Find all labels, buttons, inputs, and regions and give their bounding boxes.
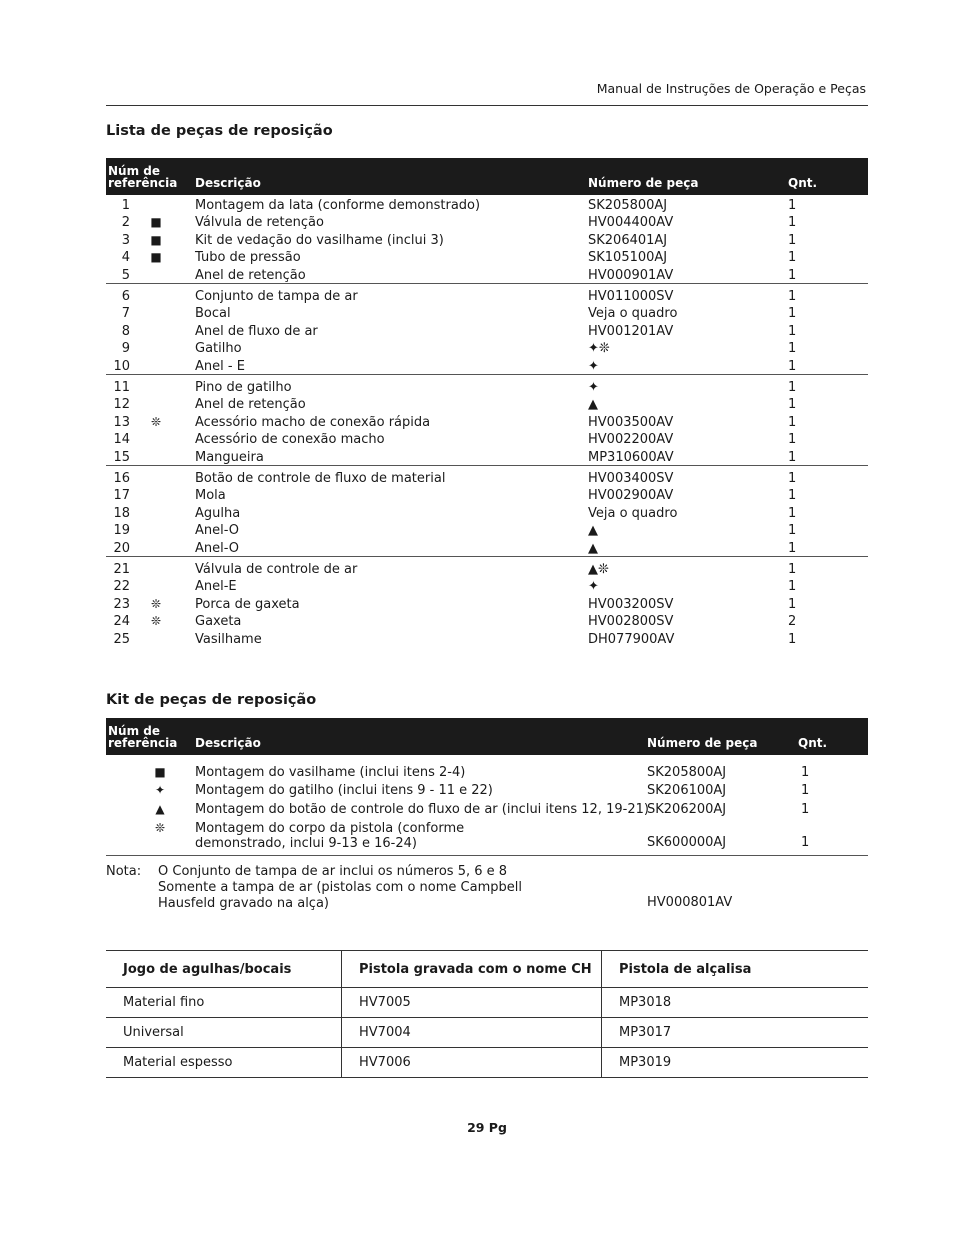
part-number: ✦	[588, 358, 599, 374]
description-header: Descrição	[195, 176, 261, 190]
kit-ref-header-line1: Núm de	[108, 724, 160, 738]
part-qty: 1	[788, 250, 797, 266]
part-qty: 1	[788, 414, 797, 430]
part-description: Tubo de pressão	[195, 250, 301, 266]
ref-number: 4	[121, 250, 130, 266]
ref-number: 21	[113, 562, 130, 577]
part-description: Gaxeta	[195, 614, 242, 630]
parts-row	[106, 470, 868, 487]
parts-row	[106, 249, 868, 266]
ref-number: 11	[113, 380, 130, 395]
needle-table-cell: MP3017	[602, 1018, 869, 1048]
part-number: SK105100AJ	[588, 250, 668, 266]
kit-symbol: ✦	[154, 783, 166, 797]
ref-number: 17	[113, 488, 130, 504]
ref-number: 15	[113, 449, 130, 465]
note-line-2: Somente a tampa de ar (pistolas com o nome Campbell Hausfeld gravado na alça)	[158, 880, 522, 911]
part-number: SK205800AJ	[588, 198, 668, 213]
ref-number: 6	[121, 289, 130, 304]
kit-symbol: ■	[150, 250, 162, 265]
part-description: Anel-O	[195, 540, 240, 556]
ref-number: 20	[113, 540, 130, 556]
part-qty: 1	[788, 449, 797, 465]
kit-symbol: ❊	[154, 821, 166, 835]
part-qty: 1	[788, 432, 797, 448]
needle-table-header: Pistola gravada com o nome CH	[342, 951, 602, 988]
parts-row	[106, 305, 868, 322]
ref-number: 8	[121, 323, 130, 339]
note-part-number: HV000801AV	[647, 895, 733, 910]
part-number: ✦❊	[588, 341, 610, 357]
ref-number: 2	[121, 215, 130, 231]
ref-number: 24	[113, 614, 130, 630]
ref-number: 23	[113, 596, 130, 612]
part-description: Válvula de controle de ar	[195, 562, 358, 577]
part-description: Pino de gatilho	[195, 380, 292, 395]
needle-table-cell: HV7005	[342, 988, 602, 1018]
part-qty: 1	[788, 631, 797, 647]
part-description: Botão de controle de fluxo de material	[195, 471, 446, 486]
ref-number: 5	[121, 267, 130, 283]
part-qty: 1	[788, 471, 797, 486]
kit-table-header	[106, 718, 868, 755]
parts-row	[106, 358, 868, 375]
part-number: HV003200SV	[588, 596, 674, 612]
parts-row	[106, 613, 868, 630]
parts-row	[106, 631, 868, 648]
parts-table-header	[106, 158, 868, 195]
part-number: MP310600AV	[588, 449, 674, 465]
ref-number: 13	[113, 414, 130, 430]
kit-description: Montagem do gatilho (inclui itens 9 - 11 e 22)	[195, 783, 493, 798]
kit-part-number-header: Número de peça	[647, 736, 758, 750]
part-number: HV003500AV	[588, 414, 674, 430]
parts-row	[106, 288, 868, 305]
part-qty: 2	[788, 614, 797, 630]
part-number: ✦	[588, 380, 599, 395]
note-label: Nota:	[106, 864, 142, 879]
part-qty: 1	[788, 562, 797, 577]
part-description: Anel de fluxo de ar	[195, 323, 318, 339]
kit-symbol: ■	[154, 765, 166, 779]
kit-description: Montagem do vasilhame (inclui itens 2-4)	[195, 765, 466, 780]
part-number: HV004400AV	[588, 215, 674, 231]
group-rule	[106, 556, 868, 557]
part-description: Vasilhame	[195, 631, 262, 647]
part-qty: 1	[788, 523, 797, 539]
kit-symbol: ❊	[150, 414, 162, 429]
kit-part-number: SK206200AJ	[647, 802, 727, 817]
ref-number: 7	[121, 306, 130, 322]
parts-row	[106, 379, 868, 396]
part-number: HV001201AV	[588, 323, 674, 339]
part-description: Mola	[195, 488, 226, 504]
parts-list-title: Lista de peças de reposição	[106, 123, 333, 139]
part-description: Anel - E	[195, 358, 245, 374]
needle-table-row	[106, 1048, 868, 1078]
needle-table-cell: MP3018	[602, 988, 869, 1018]
ref-number: 25	[113, 631, 130, 647]
part-description: Anel-O	[195, 523, 240, 539]
ref-header-line2: referência	[108, 176, 178, 190]
needle-table-row	[106, 988, 868, 1018]
kit-symbol: ■	[150, 232, 162, 247]
part-description: Válvula de retenção	[195, 215, 324, 231]
parts-row	[106, 214, 868, 231]
part-qty: 1	[788, 289, 797, 304]
ref-number: 10	[113, 358, 130, 374]
kit-description: Montagem do corpo da pistola (conforme demonstrado, inclui 9-13 e 16-24)	[195, 821, 465, 851]
part-number: ▲	[588, 523, 598, 539]
part-qty: 1	[788, 397, 797, 413]
parts-row	[106, 323, 868, 340]
part-description: Mangueira	[195, 449, 264, 465]
ref-number: 12	[113, 397, 130, 413]
needle-table-header-row	[106, 951, 868, 988]
kit-qty-header: Qnt.	[798, 736, 828, 750]
manual-title: Manual de Instruções de Operação e Peças	[596, 81, 866, 96]
part-qty: 1	[788, 341, 797, 357]
kit-symbol: ▲	[155, 802, 165, 816]
needle-table-cell: Material fino	[106, 988, 342, 1018]
kit-description: Montagem do botão de controle do fluxo de ar (inclui itens 12, 19-21)	[195, 802, 649, 817]
part-number: ▲	[588, 397, 598, 413]
part-qty: 1	[788, 380, 797, 395]
parts-row	[106, 596, 868, 613]
parts-row	[106, 522, 868, 539]
kit-part-number: SK600000AJ	[647, 835, 727, 850]
parts-row	[106, 414, 868, 431]
needle-table-cell: Universal	[106, 1018, 342, 1048]
parts-row	[106, 267, 868, 284]
part-number: HV003400SV	[588, 471, 674, 486]
part-qty: 1	[788, 232, 797, 248]
kit-symbol: ■	[150, 215, 162, 230]
kit-list-title: Kit de peças de reposição	[106, 692, 317, 708]
part-description: Anel-E	[195, 579, 237, 595]
kit-part-number: SK206100AJ	[647, 783, 727, 798]
needle-table-header: Jogo de agulhas/bocais	[106, 951, 342, 988]
part-description: Bocal	[195, 306, 231, 322]
kit-symbol: ❊	[150, 596, 162, 611]
part-description: Gatilho	[195, 341, 242, 357]
needle-nozzle-table	[106, 950, 868, 1078]
part-number: ▲	[588, 540, 598, 556]
part-number: Veja o quadro	[588, 306, 678, 322]
part-qty: 1	[788, 323, 797, 339]
part-number: DH077900AV	[588, 631, 675, 647]
part-number: ▲❊	[588, 562, 609, 577]
part-description: Acessório de conexão macho	[195, 432, 385, 448]
part-qty: 1	[788, 358, 797, 374]
kit-qty: 1	[801, 802, 810, 817]
part-number-header: Número de peça	[588, 176, 699, 190]
needle-table-row	[106, 1018, 868, 1048]
part-number: Veja o quadro	[588, 505, 678, 521]
ref-number: 9	[121, 341, 130, 357]
parts-row	[106, 340, 868, 357]
part-description: Montagem da lata (conforme demonstrado)	[195, 198, 481, 213]
group-rule	[106, 465, 868, 466]
part-qty: 1	[788, 540, 797, 556]
parts-row	[106, 232, 868, 249]
part-description: Conjunto de tampa de ar	[195, 289, 358, 304]
part-description: Anel de retenção	[195, 397, 306, 413]
group-rule	[106, 283, 868, 284]
parts-row	[106, 487, 868, 504]
ref-number: 18	[113, 505, 130, 521]
parts-row	[106, 449, 868, 466]
part-description: Anel de retenção	[195, 267, 306, 283]
ref-number: 1	[121, 198, 130, 213]
qty-header: Qnt.	[788, 176, 818, 190]
part-qty: 1	[788, 215, 797, 231]
kit-symbol: ❊	[150, 614, 162, 629]
kit-ref-header-line2: referência	[108, 736, 178, 750]
needle-table-cell: HV7004	[342, 1018, 602, 1048]
kit-description-header: Descrição	[195, 736, 261, 750]
part-number: ✦	[588, 579, 599, 595]
parts-row	[106, 431, 868, 448]
ref-number: 16	[113, 471, 130, 486]
ref-number: 14	[113, 432, 130, 448]
part-qty: 1	[788, 306, 797, 322]
parts-row	[106, 396, 868, 413]
page-number: 29 Pg	[467, 1120, 507, 1135]
kit-qty: 1	[801, 783, 810, 798]
part-qty: 1	[788, 488, 797, 504]
parts-row	[106, 578, 868, 595]
part-number: HV000901AV	[588, 267, 674, 283]
parts-row	[106, 505, 868, 522]
ref-number: 19	[113, 523, 130, 539]
group-rule	[106, 374, 868, 375]
part-description: Porca de gaxeta	[195, 596, 300, 612]
kit-part-number: SK205800AJ	[647, 765, 727, 780]
needle-table-cell: MP3019	[602, 1048, 869, 1078]
part-number: HV002800SV	[588, 614, 674, 630]
part-number: HV002200AV	[588, 432, 674, 448]
parts-row	[106, 540, 868, 557]
ref-header-line1: Núm de	[108, 164, 160, 178]
part-number: HV011000SV	[588, 289, 674, 304]
part-number: HV002900AV	[588, 488, 674, 504]
part-description: Acessório macho de conexão rápida	[195, 414, 431, 430]
part-description: Kit de vedação do vasilhame (inclui 3)	[195, 232, 444, 248]
ref-number: 22	[113, 579, 130, 595]
part-number: SK206401AJ	[588, 232, 668, 248]
note-line-1: O Conjunto de tampa de ar inclui os números 5, 6 e 8	[158, 864, 508, 879]
part-description: Agulha	[195, 505, 241, 521]
parts-row	[106, 561, 868, 578]
part-qty: 1	[788, 596, 797, 612]
needle-table-cell: Material espesso	[106, 1048, 342, 1078]
kit-qty: 1	[801, 835, 810, 850]
part-qty: 1	[788, 579, 797, 595]
header-rule	[106, 105, 868, 106]
kit-qty: 1	[801, 765, 810, 780]
needle-table-cell: HV7006	[342, 1048, 602, 1078]
kit-table-rule	[106, 855, 868, 856]
part-qty: 1	[788, 198, 797, 213]
part-qty: 1	[788, 505, 797, 521]
part-qty: 1	[788, 267, 797, 283]
ref-number: 3	[121, 232, 130, 248]
needle-table-header: Pistola de alçalisa	[602, 951, 869, 988]
parts-row	[106, 197, 868, 214]
